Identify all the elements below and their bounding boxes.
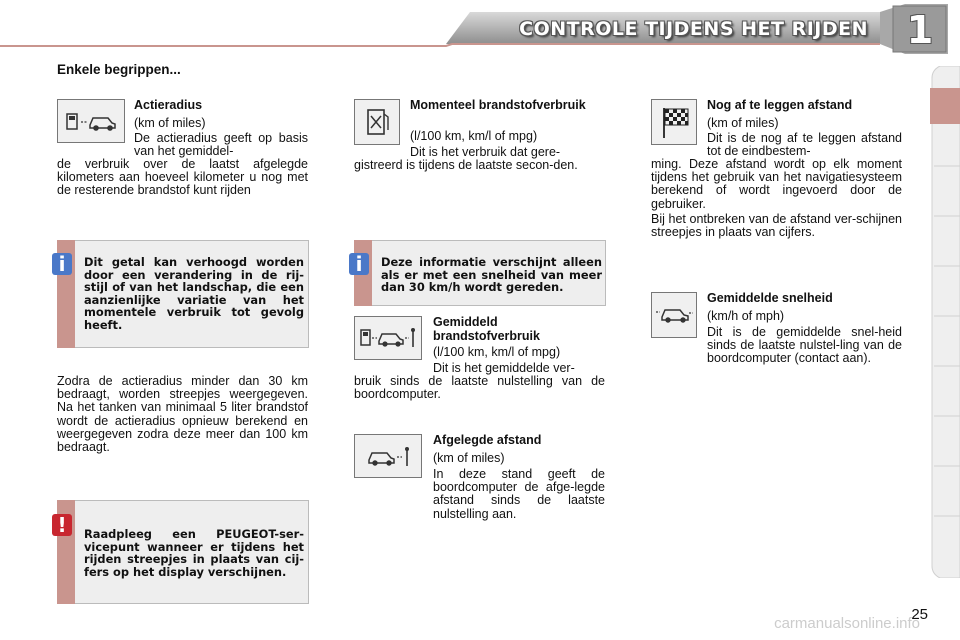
watermark: carmanualsonline.info — [774, 615, 920, 632]
term-body-afgelegde: In deze stand geeft de boordcomputer de afge-legde afstand sinds de laatste nulstelling aan. — [433, 467, 605, 521]
term-body-gemiddeld-indent: Dit is het gemiddelde ver- — [433, 361, 575, 375]
distance-travelled-icon — [354, 434, 422, 478]
term-body-actieradius-indent: De actieradius geeft op basis van het gemiddel- — [134, 131, 308, 159]
term-unit-afgelegde: (km of miles) — [433, 451, 505, 465]
chapter-number: 1 — [906, 8, 934, 52]
info-note-1-text: Dit getal kan verhoogd worden door een verandering in de rij-stijl of van het landschap, die een aanzienlijke variatie van het momentele verbruik tot gevolg heeft. — [84, 255, 304, 332]
page-title: CONTROLE TIJDENS HET RIJDEN — [519, 18, 868, 40]
info-icon: i — [52, 253, 72, 275]
term-title-gemiddeld: Gemiddeld brandstofverbruik — [433, 315, 540, 343]
term-title-actieradius: Actieradius — [134, 98, 203, 112]
term-unit-gemiddeld: (l/100 km, km/l of mpg) — [433, 345, 561, 359]
term-body-actieradius: de verbruik over de laatst afgelegde kilometers aan hoeveel kilometer u nog met de resterende brandstof kunt rijden — [57, 157, 308, 198]
term-unit-snelheid: (km/h of mph) — [707, 309, 785, 323]
average-speed-icon — [651, 292, 697, 338]
section-heading: Enkele begrippen... — [57, 62, 181, 77]
term-body-momenteel-indent: Dit is het verbruik dat gere- — [410, 145, 561, 159]
term-title-nog-af: Nog af te leggen afstand — [707, 98, 853, 112]
term-title-momenteel: Momenteel brandstofverbruik — [410, 98, 586, 112]
warning-note-text: Raadpleeg een PEUGEOT-ser-vicepunt wanneer er tijdens het rijden streepjes in plaats van cij-fers op het display verschijnen. — [84, 527, 304, 579]
fuel-pump-icon — [354, 99, 400, 145]
average-consumption-icon — [354, 316, 422, 360]
term-unit-momenteel: (l/100 km, km/l of mpg) — [410, 129, 538, 143]
term-body-gemiddeld: bruik sinds de laatste nulstelling van de boordcomputer. — [354, 374, 605, 402]
info-note-2-text: Deze informatie verschijnt alleen als er met een snelheid van meer dan 30 km/h wordt gereden. — [381, 255, 602, 295]
term-body-nog-af: ming. Deze afstand wordt op elk moment tijdens het gebruik van het navigatiesysteem berekend of wordt ingevoerd door de gebruiker. — [651, 157, 902, 211]
info-icon: i — [349, 253, 369, 275]
chapter-tabs[interactable] — [928, 66, 960, 578]
checkered-flag-icon — [651, 99, 697, 145]
fuel-range-icon — [57, 99, 125, 143]
term-body-nog-af-indent: Dit is de nog af te leggen afstand tot de eindbestem- — [707, 131, 902, 159]
term-title-snelheid: Gemiddelde snelheid — [707, 291, 833, 305]
page-number: 25 — [911, 606, 928, 623]
range-paragraph: Zodra de actieradius minder dan 30 km bedraagt, worden streepjes weergegeven. Na het tanken van minimaal 5 liter brandstof wordt de actieradius opnieuw berekend en weergegeven zodra deze meer dan 100 km bedraagt. — [57, 374, 308, 455]
term-body-snelheid: Dit is de gemiddelde snel-heid sinds de laatste nulstel-ling van de boordcomputer (contact aan). — [707, 325, 902, 366]
term-body-nog-af-extra: Bij het ontbreken van de afstand ver-schijnen streepjes in plaats van cijfers. — [651, 212, 902, 240]
term-unit-nog-af: (km of miles) — [707, 116, 779, 130]
term-title-afgelegde: Afgelegde afstand — [433, 433, 542, 447]
warning-icon: ! — [52, 514, 72, 536]
term-unit-actieradius: (km of miles) — [134, 116, 206, 130]
term-body-momenteel: gistreerd is tijdens de laatste secon-den. — [354, 158, 578, 172]
